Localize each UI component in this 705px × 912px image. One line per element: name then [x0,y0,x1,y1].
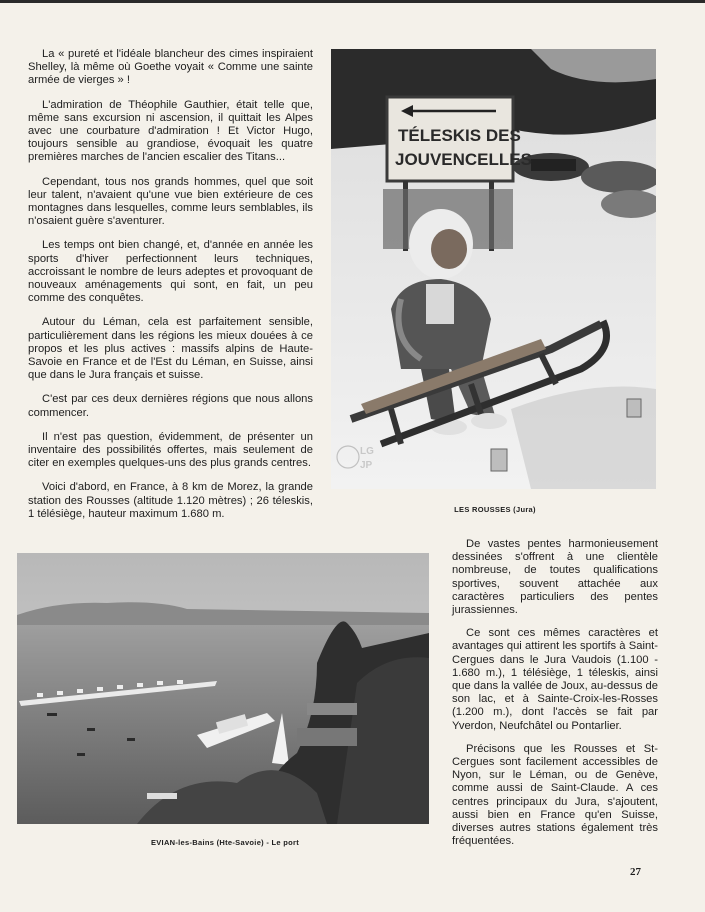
paragraph: Voici d'abord, en France, à 8 km de Morez, la grande station des Rousses (altitude 1.120 mètres) ; 26 téleskis, 1 télésiège, hauteur maximum 1.680 m. [28,481,313,520]
library-stamp [336,440,376,474]
paragraph: Ce sont ces mêmes caractères et avantages qui attirent les sportifs à Saint-Cergues dans le Jura Vaudois (1.100 - 1.680 m.), 1 télésiège, 1 téleskis, ainsi que dans la vallée de Joux, au-dessus de son lac, et à Sainte-Croix-les-Rosses (1.200 m.), dont l'accès se fait par Yverdon, Neufchâtel ou Pontarlier. [452,627,658,732]
paragraph: De vastes pentes harmonieusement dessinées s'offrent à une clientèle nombreuse, de toutes qualifications sportives, souvent attachée aux caractères particuliers des pentes jurassiennes. [452,538,658,617]
paragraph: La « pureté et l'idéale blancheur des cimes inspiraient Shelley, là même où Goethe voyait « Comme une sainte armée de vierges » ! [28,48,313,87]
right-text-column [452,538,658,858]
top-rule [0,0,705,3]
photo-les-rousses [331,49,656,489]
paragraph: Cependant, tous nos grands hommes, quel que soit leur talent, n'avaient qu'une vue bien extérieure de ces montagnes dans lesquelles, comme leurs semblables, ils n'osaient guère s'aventurer. [28,175,313,228]
sign-line-2: JOUVENCELLES [395,150,532,169]
left-text-column [28,48,313,532]
photo-caption-les-rousses: LES ROUSSES (Jura) [454,505,536,514]
paragraph: L'admiration de Théophile Gauthier, était telle que, même sans excursion ni ascension, il quittait les Alpes avec une courbature d'admiration ! Et Victor Hugo, toujours sensible au grandiose, évoquait les quatre premières marches de l'ancien escalier des Titans... [28,98,313,164]
paragraph: Il n'est pas question, évidemment, de présenter un inventaire des possibilités offertes, mais seulement de citer en exemples quelques-uns des plus grands centres. [28,430,313,470]
svg-text:JP: JP [360,460,373,471]
paragraph: Autour du Léman, cela est parfaitement sensible, particulièrement dans les régions les mieux douées à ce propos et les plus actives : massifs alpins de Haute-Savoie en France et de l'Est du Léman, en Suisse, ainsi que dans le Jura français et suisse. [28,316,313,382]
paragraph: Les temps ont bien changé, et, d'année en année les sports d'hiver perfectionnent leurs techniques, accroissant le nombre de leurs adeptes et provoquant de nouveaux aménagements qui sont, en fait, un peu comme des conquêtes. [28,239,313,305]
page-number: 27 [630,866,641,878]
svg-text:LG: LG [360,446,374,457]
photo-caption-evian: EVIAN-les-Bains (Hte-Savoie) - Le port [150,838,300,847]
paragraph: Précisons que les Rousses et St-Cergues sont facilement accessibles de Nyon, sur le Léman, ou de Genève, comme aussi de Saint-Claude. A ces centres principaux du Jura, s'ajoutent, aussi bien en France qu'en Suisse, diverses autres stations également très fréquentées. [452,742,658,848]
photo-evian-port [17,553,429,824]
sign-line-1: TÉLESKIS DES [398,126,521,145]
paragraph: C'est par ces deux dernières régions que nous allons commencer. [28,393,313,419]
